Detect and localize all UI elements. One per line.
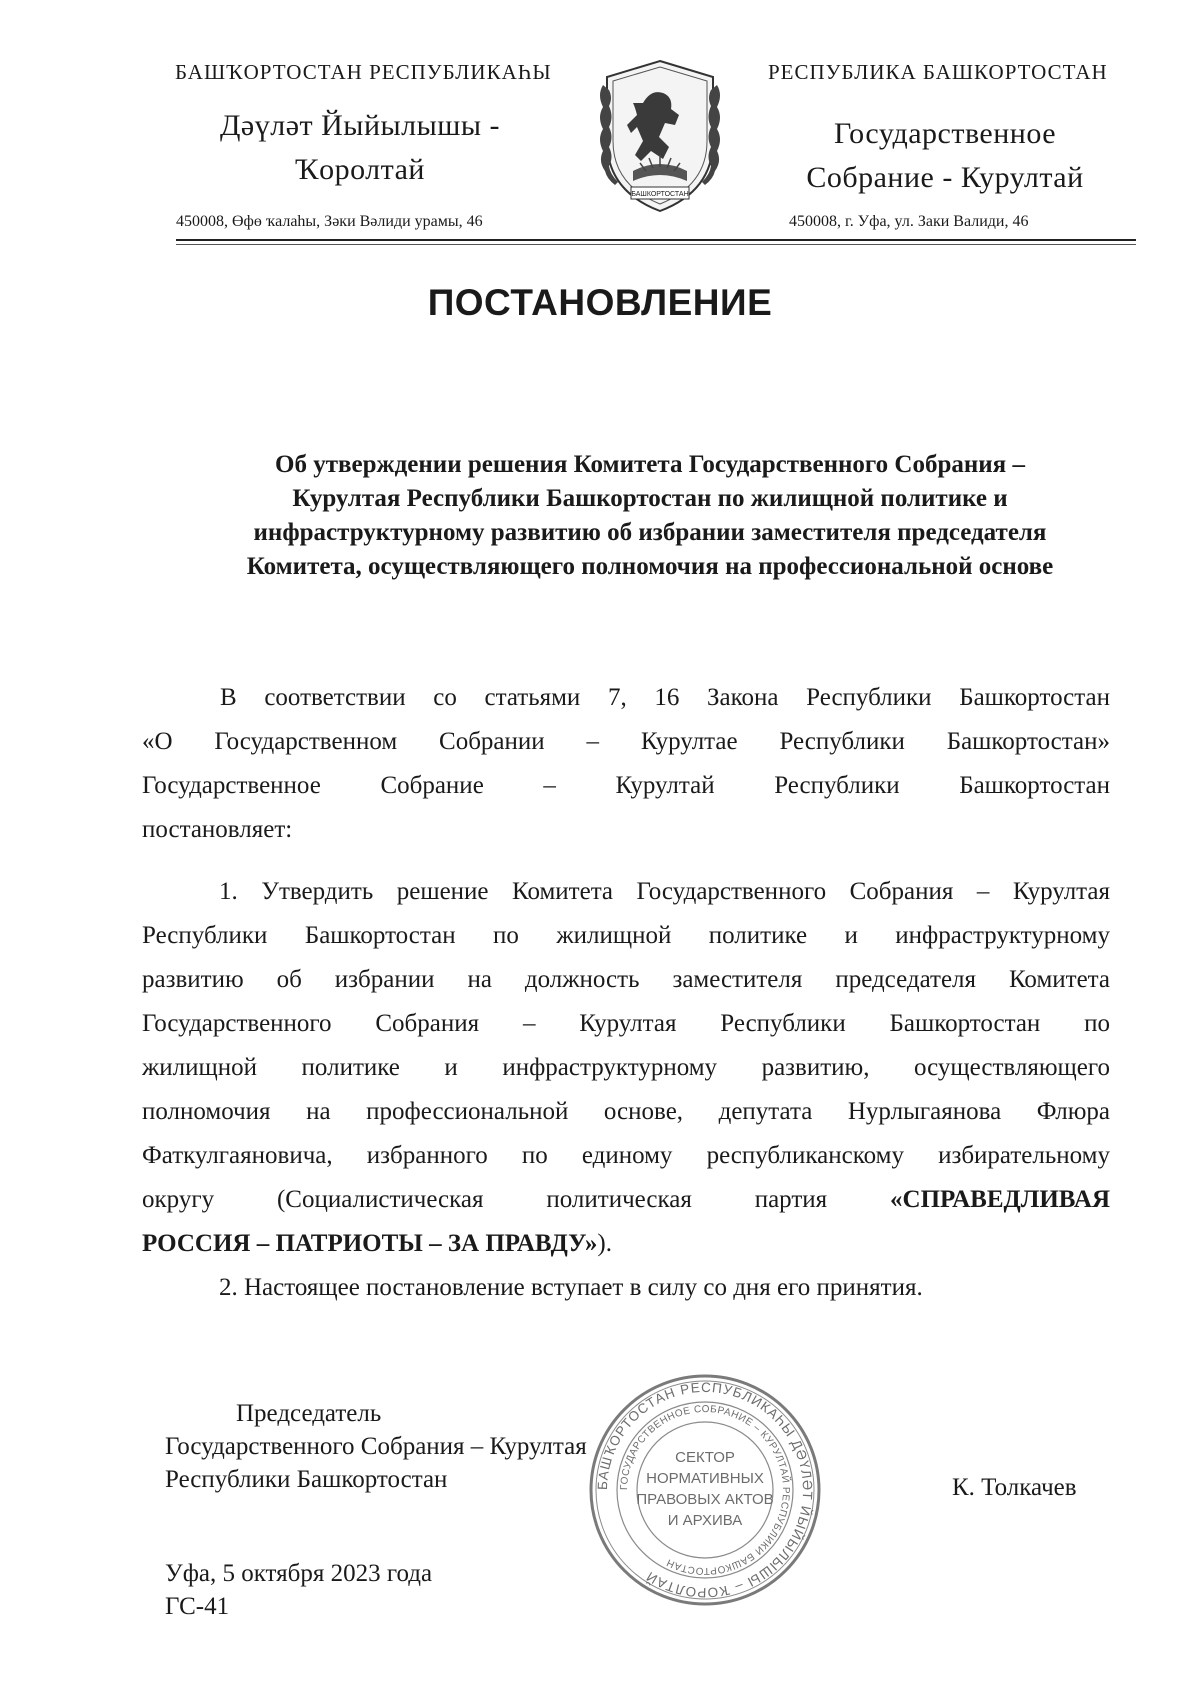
office-stamp <box>585 1370 825 1610</box>
emblem-caption: БАШКОРТОСТАН <box>631 191 689 198</box>
item-1-line: Государственного Собрания – Курултая Республики Башкортостан по <box>142 1010 1110 1037</box>
preamble-line: Государственное Собрание – Курултай Республики Башкортостан <box>142 772 1110 799</box>
document-type-title: ПОСТАНОВЛЕНИЕ <box>427 282 773 323</box>
party-name-part1: «СПРАВЕДЛИВАЯ <box>890 1186 1111 1213</box>
item-2-paragraph: 2. Настоящее постановление вступает в силу со дня его принятия. <box>219 1274 923 1301</box>
preamble-line: В соответствии со статьями 7, 16 Закона Республики Башкортостан <box>220 684 1110 711</box>
document-number: ГС-41 <box>165 1593 230 1620</box>
stamp-center-line1: СЕКТОР <box>675 1449 735 1466</box>
header-right-body-line2: Собрание - Курултай <box>806 161 1084 194</box>
header-right-body-line1: Государственное <box>833 117 1057 150</box>
header-rule-thick <box>176 239 1136 241</box>
item-1-line <box>142 1222 1110 1266</box>
stamp-ring-outer-text: БАШҠОРТОСТАН РЕСПУБЛИКАҺЫ ДӘҮЛӘТ ЙЫЙЫЛЫШЫ – ҠОРОЛТАЙ <box>594 1379 816 1601</box>
header-left-body-line2: Ҡоролтай <box>295 153 425 186</box>
item-1-line: Фаткулгаяновича, избранного по единому республиканскому избирательному <box>142 1142 1110 1169</box>
signatory-title-line3: Республики Башкортостан <box>165 1466 448 1493</box>
signatory-title-line2: Государственного Собрания – Курултая <box>165 1433 587 1460</box>
item-1-line: Республики Башкортостан по жилищной политике и инфраструктурному <box>142 922 1110 949</box>
preamble-line: постановляет: <box>142 816 293 843</box>
item-1-paragraph <box>142 870 1110 1266</box>
subject-line: инфраструктурному развитию об избрании заместителя председателя <box>253 519 1047 546</box>
document-subject <box>170 448 1130 584</box>
item-1-line8-prefix: округу (Социалистическая политическая партия <box>142 1186 828 1213</box>
stamp-center-line2: НОРМАТИВНЫХ <box>646 1470 764 1487</box>
header-right-address: 450008, г. Уфа, ул. Заки Валиди, 46 <box>789 213 1029 230</box>
header-left-republic: БАШҠОРТОСТАН РЕСПУБЛИКАҺЫ <box>175 60 552 84</box>
item-1-line: полномочия на профессиональной основе, депутата Нурлыгаянова Флюра <box>142 1098 1110 1125</box>
stamp-ring-inner-text: ГОСУДАРСТВЕННОЕ СОБРАНИЕ – КУРУЛТАЙ РЕСПУБЛИКИ БАШКОРТОСТАН <box>618 1403 792 1577</box>
header-left-body <box>160 104 560 192</box>
signatory-name: К. Толкачев <box>952 1474 1077 1501</box>
subject-line: Курултая Республики Башкортостан по жилищной политике и <box>292 485 1008 512</box>
party-name-close: » <box>584 1230 598 1257</box>
preamble-line: «О Государственном Собрании – Курултае Республики Башкортостан» <box>142 728 1110 755</box>
header-right-republic: РЕСПУБЛИКА БАШКОРТОСТАН <box>768 60 1108 84</box>
item-1-tail: ). <box>597 1230 612 1257</box>
header-left-body-line1: Дәүләт Йыйылышы - <box>219 109 501 142</box>
stamp-center-line3: ПРАВОВЫХ АКТОВ <box>636 1491 774 1508</box>
item-1-line: жилищной политике и инфраструктурному развитию, осуществляющего <box>142 1054 1110 1081</box>
preamble-paragraph <box>142 676 1110 852</box>
stamp-center-line4: И АРХИВА <box>667 1512 743 1529</box>
signatory-title-line1: Председатель <box>236 1400 382 1427</box>
header-right-body <box>760 112 1130 200</box>
subject-line: Об утверждении решения Комитета Государственного Собрания – <box>275 451 1025 478</box>
item-1-line <box>142 1178 1110 1222</box>
party-name-part2: РОССИЯ – ПАТРИОТЫ – ЗА ПРАВДУ <box>142 1230 585 1257</box>
place-and-date: Уфа, 5 октября 2023 года <box>165 1560 433 1587</box>
item-1-line: 1. Утвердить решение Комитета Государственного Собрания – Курултая <box>219 878 1110 905</box>
header-left-address: 450008, Өфө ҡалаһы, Зәки Вәлиди урамы, 46 <box>176 213 483 230</box>
item-1-line: развитию об избрании на должность заместителя председателя Комитета <box>142 966 1110 993</box>
subject-line: Комитета, осуществляющего полномочия на профессиональной основе <box>246 553 1054 580</box>
coat-of-arms-emblem <box>585 55 735 215</box>
header-rule-thin <box>176 244 1136 245</box>
